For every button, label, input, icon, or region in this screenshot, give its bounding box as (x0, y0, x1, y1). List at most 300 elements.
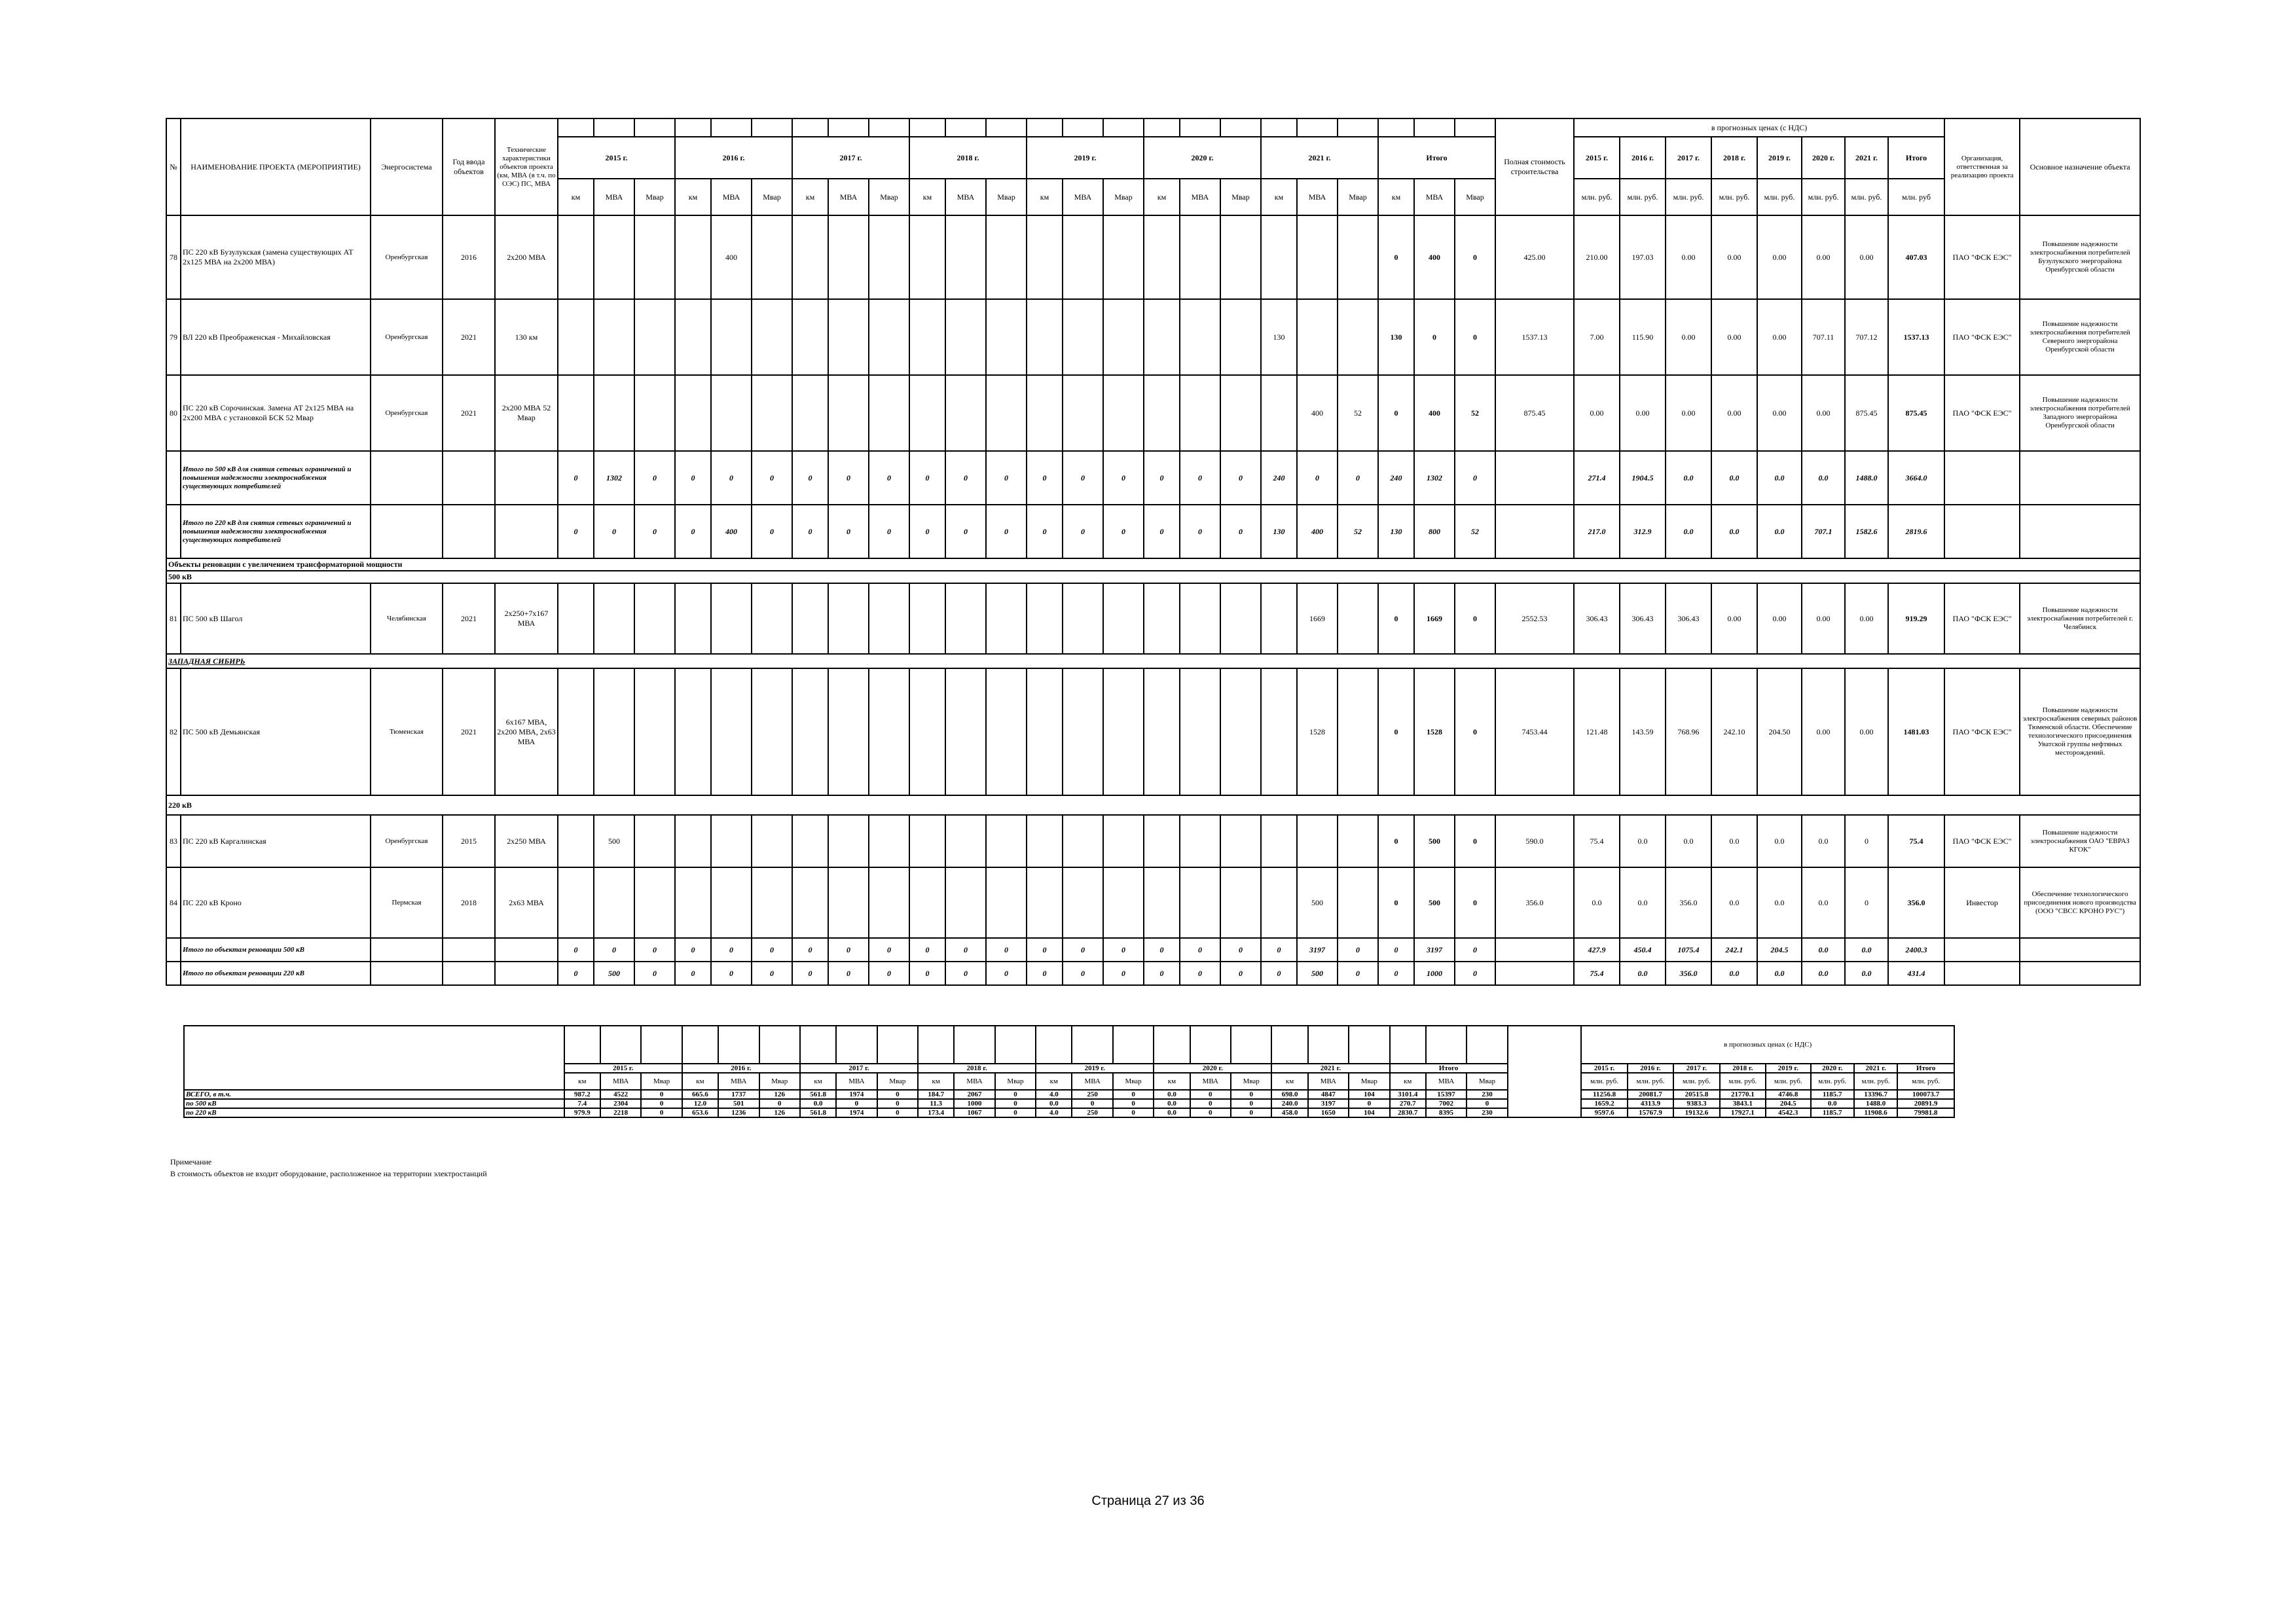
table-row (166, 867, 2140, 938)
total-value: 0 (1063, 451, 1103, 505)
summary-value: 0.0 (1036, 1099, 1072, 1108)
volume-value (869, 815, 909, 867)
volume-value (1297, 215, 1338, 299)
volume-value (945, 668, 986, 795)
summary-value: 1974 (836, 1108, 877, 1117)
summary-value: 0 (641, 1108, 682, 1117)
summary-value: 1737 (718, 1090, 759, 1099)
total-value: 0 (1144, 938, 1180, 962)
volume-value (1180, 867, 1220, 938)
header-fin-unit: млн. руб (1888, 179, 1944, 215)
finance-value: 75.4 (1574, 815, 1620, 867)
summary-value: 0.0 (1154, 1090, 1190, 1099)
commission-year: 2021 (443, 375, 495, 451)
total-value: 0 (869, 962, 909, 985)
volume-value (828, 815, 869, 867)
volume-value (828, 215, 869, 299)
table-cell (1495, 505, 1574, 558)
table-cell (1338, 118, 1378, 137)
summary-value: 250 (1072, 1090, 1112, 1099)
total-finance: 427.9 (1574, 938, 1620, 962)
finance-value: 0.00 (1711, 375, 1757, 451)
summary-unit: Мвар (1349, 1073, 1389, 1090)
purpose: Повышение надежности электроснабжения потребителей Бузулукского энергорайона Оренбургской области (2020, 215, 2140, 299)
finance-value: 875.45 (1888, 375, 1944, 451)
volume-value (869, 215, 909, 299)
summary-row-label: по 500 кВ (184, 1099, 564, 1108)
header-unit: Мвар (986, 179, 1027, 215)
total-value: 0 (634, 938, 675, 962)
table-cell (495, 938, 558, 962)
summary-value: 0 (1231, 1108, 1271, 1117)
table-cell (1103, 118, 1144, 137)
summary-value: 126 (759, 1090, 800, 1099)
summary-value: 8395 (1426, 1108, 1467, 1117)
summary-finance: 1185.7 (1811, 1090, 1854, 1099)
volume-value (1261, 375, 1297, 451)
summary-unit: Мвар (1467, 1073, 1507, 1090)
table-cell (1144, 118, 1180, 137)
total-value: 0 (752, 938, 792, 962)
total-value: 0 (909, 938, 945, 962)
header-unit: МВА (594, 179, 634, 215)
total-value: 0 (792, 505, 828, 558)
volume-value (1027, 375, 1063, 451)
volume-value (1144, 375, 1180, 451)
volume-value (1063, 668, 1103, 795)
summary-finance: 9383.3 (1673, 1099, 1719, 1108)
volume-value: 400 (1414, 215, 1455, 299)
total-finance: 2400.3 (1888, 938, 1944, 962)
volume-value (869, 583, 909, 654)
volume-value (634, 867, 675, 938)
volume-value (752, 583, 792, 654)
summary-unit: МВА (600, 1073, 641, 1090)
summary-finance: 4746.8 (1766, 1090, 1810, 1099)
energy-system: Оренбургская (371, 815, 443, 867)
purpose: Повышение надежности электроснабжения потребителей Западного энергорайона Оренбургской области (2020, 375, 2140, 451)
table-row (166, 583, 2140, 654)
volume-value (752, 815, 792, 867)
summary-finance: 13396.7 (1854, 1090, 1897, 1099)
volume-value: 400 (1414, 375, 1455, 451)
finance-value: 0.00 (1711, 583, 1757, 654)
table-cell (1220, 118, 1261, 137)
summary-value: 0.0 (1154, 1108, 1190, 1117)
summary-value: 0 (1113, 1108, 1154, 1117)
header-unit: МВА (1297, 179, 1338, 215)
volume-value: 1528 (1297, 668, 1338, 795)
total-finance: 0.0 (1802, 938, 1845, 962)
table-cell (1414, 118, 1455, 137)
summary-unit: км (1271, 1073, 1307, 1090)
total-value: 0 (634, 505, 675, 558)
volume-value (986, 583, 1027, 654)
header-fin-year: Итого (1888, 137, 1944, 179)
finance-value: 707.12 (1845, 299, 1888, 375)
finance-value: 707.11 (1802, 299, 1845, 375)
finance-value: 0 (1845, 815, 1888, 867)
volume-value: 500 (594, 815, 634, 867)
volume-value (792, 668, 828, 795)
volume-value (986, 375, 1027, 451)
volume-value (1220, 299, 1261, 375)
volume-value (792, 215, 828, 299)
row-number: 78 (166, 215, 181, 299)
table-row (166, 571, 2140, 583)
energy-system: Оренбургская (371, 299, 443, 375)
volume-value (1027, 215, 1063, 299)
finance-value: 0.00 (1666, 299, 1711, 375)
total-finance: 0.0 (1711, 451, 1757, 505)
table-cell (1378, 118, 1414, 137)
summary-value: 1067 (954, 1108, 994, 1117)
volume-value (986, 867, 1027, 938)
summary-finance: 1185.7 (1811, 1108, 1854, 1117)
header-prices: в прогнозных ценах (с НДС) (1574, 118, 1944, 137)
header-fin-unit: млн. руб. (1802, 179, 1845, 215)
summary-value: 0 (877, 1099, 918, 1108)
table-cell (1180, 118, 1220, 137)
total-value: 0 (711, 451, 752, 505)
total-value: 0 (986, 505, 1027, 558)
table-cell (954, 1026, 994, 1064)
total-value: 0 (828, 962, 869, 985)
summary-unit: км (1036, 1073, 1072, 1090)
total-value: 0 (1220, 962, 1261, 985)
total-value: 0 (986, 938, 1027, 962)
total-value: 0 (1220, 451, 1261, 505)
total-value: 0 (945, 962, 986, 985)
energy-system: Оренбургская (371, 375, 443, 451)
finance-value: 768.96 (1666, 668, 1711, 795)
volume-value: 52 (1338, 375, 1378, 451)
summary-value: 0 (995, 1090, 1036, 1099)
total-finance: 1904.5 (1620, 451, 1666, 505)
total-value: 0 (986, 451, 1027, 505)
total-finance: 707.1 (1802, 505, 1845, 558)
section-500kv: 500 кВ (166, 571, 2140, 583)
project-name: ПС 220 кВ Каргалинская (181, 815, 371, 867)
total-value: 130 (1261, 505, 1297, 558)
header-fin-year: 2017 г. (1666, 137, 1711, 179)
total-value: 0 (1378, 938, 1414, 962)
volume-value (711, 583, 752, 654)
table-row (184, 1090, 1954, 1099)
summary-year: 2020 г. (1154, 1064, 1271, 1073)
finance-value: 197.03 (1620, 215, 1666, 299)
organization: ПАО "ФСК ЕЭС" (1944, 215, 2020, 299)
summary-value: 7002 (1426, 1099, 1467, 1108)
volume-value (634, 668, 675, 795)
total-value: 52 (1455, 505, 1495, 558)
tech-specs: 2х250 МВА (495, 815, 558, 867)
table-row (184, 1099, 1954, 1108)
volume-value: 52 (1455, 375, 1495, 451)
total-value: 0 (1063, 962, 1103, 985)
total-value: 0 (752, 962, 792, 985)
header-unit: Мвар (1220, 179, 1261, 215)
volume-value (634, 583, 675, 654)
summary-finance: 9597.6 (1581, 1108, 1627, 1117)
total-finance: 431.4 (1888, 962, 1944, 985)
volume-value (1261, 583, 1297, 654)
volume-value (1103, 815, 1144, 867)
finance-value: 0.00 (1802, 375, 1845, 451)
volume-value (1144, 815, 1180, 867)
volume-value (675, 867, 711, 938)
header-year-label: 2019 г. (1027, 137, 1144, 179)
total-value: 0 (986, 962, 1027, 985)
total-value: 0 (1103, 962, 1144, 985)
table-cell (371, 505, 443, 558)
table-cell (371, 451, 443, 505)
header-fin-year: 2020 г. (1802, 137, 1845, 179)
volume-value (1261, 215, 1297, 299)
volume-value (945, 375, 986, 451)
total-value: 0 (594, 505, 634, 558)
volume-value (634, 815, 675, 867)
summary-value: 184.7 (918, 1090, 954, 1099)
total-value: 0 (1063, 505, 1103, 558)
volume-value: 130 (1261, 299, 1297, 375)
commission-year: 2021 (443, 583, 495, 654)
volume-value (558, 215, 594, 299)
table-cell (1944, 962, 2020, 985)
summary-unit: МВА (1308, 1073, 1349, 1090)
table-cell (1231, 1026, 1271, 1064)
finance-value: 0.0 (1620, 867, 1666, 938)
volume-value (909, 215, 945, 299)
volume-value: 500 (1414, 867, 1455, 938)
finance-value: 306.43 (1666, 583, 1711, 654)
table-cell (675, 118, 711, 137)
table-cell (1944, 505, 2020, 558)
volume-value (792, 583, 828, 654)
row-number: 80 (166, 375, 181, 451)
total-value: 0 (828, 451, 869, 505)
summary-fin-unit: млн. руб. (1811, 1073, 1854, 1090)
total-value: 0 (1103, 505, 1144, 558)
volume-value (594, 668, 634, 795)
volume-value (1180, 815, 1220, 867)
table-cell (495, 505, 558, 558)
total-value: 0 (752, 451, 792, 505)
volume-value (711, 375, 752, 451)
total-finance: 0.0 (1711, 962, 1757, 985)
total-value: 0 (1027, 505, 1063, 558)
summary-fin-year: 2021 г. (1854, 1064, 1897, 1073)
volume-value (558, 583, 594, 654)
table-cell (166, 962, 181, 985)
summary-value: 104 (1349, 1108, 1389, 1117)
section-220kv: 220 кВ (166, 795, 2140, 815)
total-value: 3197 (1297, 938, 1338, 962)
volume-value (828, 668, 869, 795)
table-cell (711, 118, 752, 137)
table-cell (1072, 1026, 1112, 1064)
volume-value (909, 668, 945, 795)
volume-value (1027, 299, 1063, 375)
volume-value (1220, 867, 1261, 938)
total-value: 130 (1378, 505, 1414, 558)
summary-fin-year: Итого (1897, 1064, 1954, 1073)
summary-value: 173.4 (918, 1108, 954, 1117)
total-value: 0 (1455, 938, 1495, 962)
table-row (166, 558, 2140, 571)
summary-unit: МВА (1072, 1073, 1112, 1090)
note-title: Примечание (170, 1157, 212, 1166)
total-finance: 204.5 (1757, 938, 1802, 962)
volume-value (1063, 215, 1103, 299)
table-cell (600, 1026, 641, 1064)
volume-value: 0 (1378, 668, 1414, 795)
header-system: Энергосистема (371, 118, 443, 215)
table-cell (1036, 1026, 1072, 1064)
table-cell (877, 1026, 918, 1064)
table-cell (1495, 962, 1574, 985)
header-unit: МВА (945, 179, 986, 215)
summary-finance: 11908.6 (1854, 1108, 1897, 1117)
volume-value (594, 215, 634, 299)
table-cell (594, 118, 634, 137)
investment-table (166, 118, 2141, 986)
total-value: 0 (792, 962, 828, 985)
volume-value: 0 (1414, 299, 1455, 375)
total-value: 0 (1378, 962, 1414, 985)
header-fin-year: 2021 г. (1845, 137, 1888, 179)
volume-value (909, 375, 945, 451)
total-finance: 3664.0 (1888, 451, 1944, 505)
volume-value (1144, 668, 1180, 795)
total-value: 1302 (594, 451, 634, 505)
total-finance: 0.0 (1757, 962, 1802, 985)
table-cell (2020, 451, 2140, 505)
total-finance: 217.0 (1574, 505, 1620, 558)
full-cost: 7453.44 (1495, 668, 1574, 795)
volume-value (945, 299, 986, 375)
total-value: 500 (594, 962, 634, 985)
summary-finance: 4542.3 (1766, 1108, 1810, 1117)
summary-finance: 100073.7 (1897, 1090, 1954, 1099)
total-value: 0 (909, 962, 945, 985)
tech-specs: 2х63 МВА (495, 867, 558, 938)
volume-value: 500 (1414, 815, 1455, 867)
summary-value: 126 (759, 1108, 800, 1117)
project-name: ПС 500 кВ Демьянская (181, 668, 371, 795)
volume-value: 0 (1455, 815, 1495, 867)
table-row (166, 505, 2140, 558)
table-row (166, 299, 2140, 375)
volume-value (1063, 815, 1103, 867)
total-value: 0 (909, 451, 945, 505)
summary-value: 15397 (1426, 1090, 1467, 1099)
summary-finance: 20891.9 (1897, 1099, 1954, 1108)
total-value: 0 (558, 451, 594, 505)
volume-value (828, 583, 869, 654)
volume-value (1220, 215, 1261, 299)
volume-value (1063, 299, 1103, 375)
finance-value: 0.00 (1757, 299, 1802, 375)
volume-value: 0 (1455, 867, 1495, 938)
summary-value: 2067 (954, 1090, 994, 1099)
total-value: 0 (945, 938, 986, 962)
total-finance: 0.0 (1757, 451, 1802, 505)
finance-value: 0.00 (1845, 583, 1888, 654)
total-value: 0 (869, 451, 909, 505)
section-renovation: Объекты реновации с увеличением трансформаторной мощности (166, 558, 2140, 571)
table-cell (1349, 1026, 1389, 1064)
purpose: Повышение надежности электроснабжения ОАО "ЕВРАЗ КГОК" (2020, 815, 2140, 867)
summary-unit: км (1390, 1073, 1426, 1090)
energy-system: Оренбургская (371, 215, 443, 299)
summary-value: 250 (1072, 1108, 1112, 1117)
finance-value: 210.00 (1574, 215, 1620, 299)
energy-system: Челябинская (371, 583, 443, 654)
summary-fin-year: 2019 г. (1766, 1064, 1810, 1073)
full-cost: 590.0 (1495, 815, 1574, 867)
table-cell (166, 505, 181, 558)
volume-value (594, 867, 634, 938)
full-cost: 1537.13 (1495, 299, 1574, 375)
volume-value (869, 299, 909, 375)
table-row (166, 451, 2140, 505)
summary-fin-unit: млн. руб. (1720, 1073, 1766, 1090)
summary-value: 0.0 (1154, 1099, 1190, 1108)
total-finance: 242.1 (1711, 938, 1757, 962)
total-value: 0 (675, 962, 711, 985)
full-cost: 2552.53 (1495, 583, 1574, 654)
volume-value (711, 299, 752, 375)
table-cell (443, 451, 495, 505)
total-finance: 312.9 (1620, 505, 1666, 558)
total-label: Итого по 500 кВ для снятия сетевых ограничений и повышения надежности электроснабжения существующих потребителей (181, 451, 371, 505)
summary-unit: км (800, 1073, 836, 1090)
volume-value (1103, 668, 1144, 795)
volume-value: 0 (1378, 815, 1414, 867)
finance-value: 0.0 (1757, 815, 1802, 867)
summary-finance: 1659.2 (1581, 1099, 1627, 1108)
summary-value: 3197 (1308, 1099, 1349, 1108)
volume-value (1297, 815, 1338, 867)
volume-value (752, 375, 792, 451)
volume-value (1144, 215, 1180, 299)
summary-value: 561.8 (800, 1090, 836, 1099)
total-value: 0 (1261, 962, 1297, 985)
summary-value: 2830.7 (1390, 1108, 1426, 1117)
header-fin-year: 2016 г. (1620, 137, 1666, 179)
header-fin-year: 2019 г. (1757, 137, 1802, 179)
table-row (166, 215, 2140, 299)
volume-value: 0 (1378, 867, 1414, 938)
volume-value (1144, 867, 1180, 938)
summary-value: 0 (641, 1099, 682, 1108)
summary-value: 4.0 (1036, 1090, 1072, 1099)
summary-value: 0 (1113, 1099, 1154, 1108)
total-value: 0 (1027, 938, 1063, 962)
summary-unit: Мвар (995, 1073, 1036, 1090)
summary-value: 0 (1467, 1099, 1507, 1108)
summary-value: 501 (718, 1099, 759, 1108)
finance-value: 1481.03 (1888, 668, 1944, 795)
total-label: Итого по 220 кВ для снятия сетевых ограничений и повышения надежности электроснабжения существующих потребителей (181, 505, 371, 558)
table-cell (918, 1026, 954, 1064)
summary-year: 2017 г. (800, 1064, 918, 1073)
commission-year: 2018 (443, 867, 495, 938)
volume-value (945, 867, 986, 938)
volume-value (1261, 815, 1297, 867)
summary-value: 0 (1190, 1099, 1231, 1108)
